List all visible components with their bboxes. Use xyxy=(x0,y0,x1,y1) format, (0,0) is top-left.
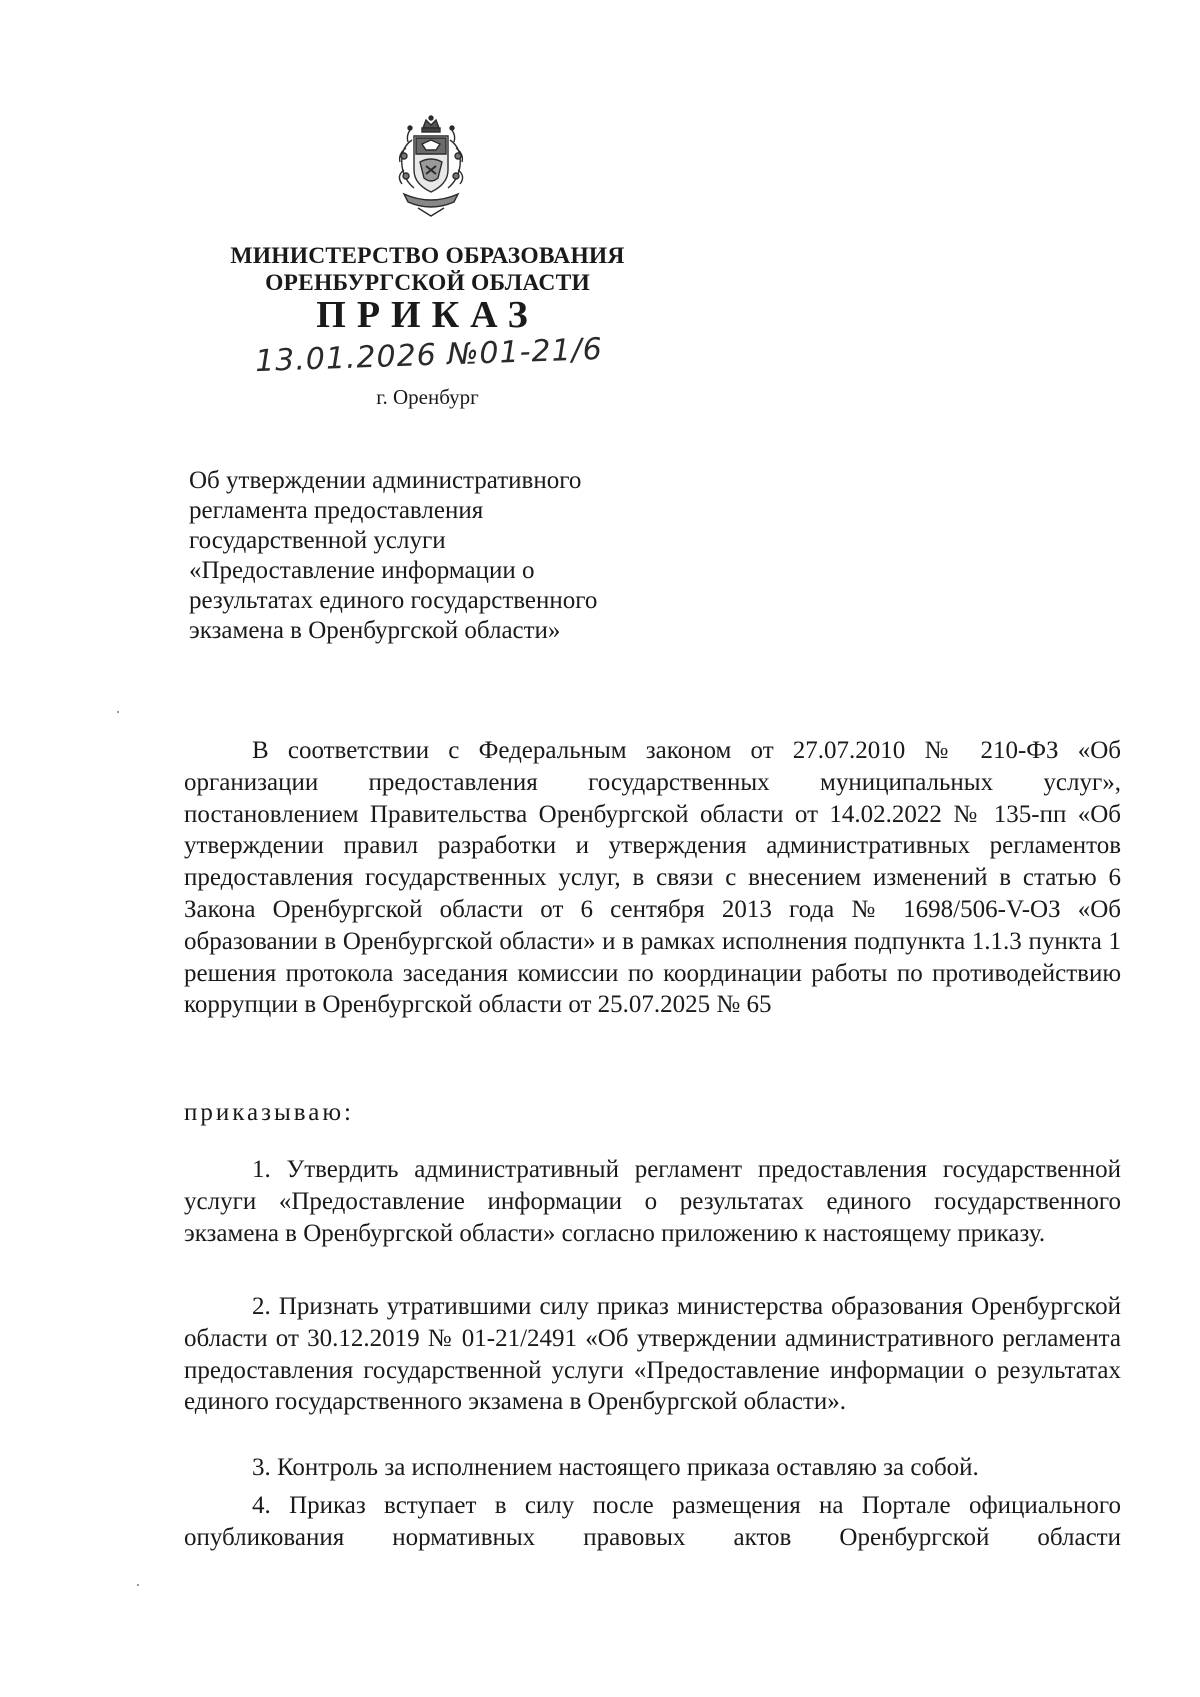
order-subject xyxy=(189,466,689,646)
order-item-2: 2. Признать утратившими силу приказ министерства образования Оренбургской области от 30.12.2019 № 01-21/2491 «Об утверждении административного регламента предоставления государственной услуги «Предоставление информации о результатах единого государственного экзамена в Оренбургской области». xyxy=(184,1293,1121,1416)
coat-of-arms-icon xyxy=(388,114,474,218)
document-type-title: ПРИКАЗ xyxy=(316,294,539,336)
ministry-line-2: ОРЕНБУРГСКОЙ ОБЛАСТИ xyxy=(265,270,590,296)
scan-speck xyxy=(117,711,119,713)
order-item-3: 3. Контроль за исполнением настоящего приказа оставляю за собой. xyxy=(252,1454,979,1481)
city-line: г. Оренбург xyxy=(376,385,479,409)
subject-line: экзамена в Оренбургской области» xyxy=(189,617,561,644)
ministry-name xyxy=(210,243,645,297)
ministry-line-1: МИНИСТЕРСТВО ОБРАЗОВАНИЯ xyxy=(230,243,625,269)
subject-line: результатах единого государственного xyxy=(189,587,598,614)
subject-line: «Предоставление информации о xyxy=(189,557,535,584)
subject-line: регламента предоставления xyxy=(189,497,484,524)
preamble-paragraph: В соответствии с Федеральным законом от 27.07.2010 № 210-ФЗ «Об организации предоставления государственных муниципальных услуг», постановлением Правительства Оренбургской области от 14.02.2022 № 135-пп «Об утверждении правил разработки и утверждения административных регламентов предоставления государственных услуг, в связи с внесением изменений в статью 6 Закона Оренбургской области от 6 сентября 2013 года № 1698/506-V-ОЗ «Об образовании в Оренбургской области» и в рамках исполнения подпункта 1.1.3 пункта 1 решения протокола заседания комиссии по координации работы по противодействию коррупции в Оренбургской области от 25.07.2025 № 65 xyxy=(184,737,1121,1019)
subject-line: Об утверждении административного xyxy=(189,467,582,494)
decree-word: приказываю: xyxy=(184,1099,354,1126)
subject-line: государственной услуги xyxy=(189,527,446,554)
order-item-1: 1. Утвердить административный регламент предоставления государственной услуги «Предоставление информации о результатах единого государственного экзамена в Оренбургской области» согласно приложению к настоящему приказу. xyxy=(184,1156,1121,1247)
handwritten-date-number: 13.01.2026 №01-21/6 xyxy=(254,331,604,380)
order-item-4: 4. Приказ вступает в силу после размещения на Портале официального опубликования нормативных правовых актов Оренбургской области xyxy=(184,1492,1121,1551)
scan-speck xyxy=(137,1584,139,1586)
